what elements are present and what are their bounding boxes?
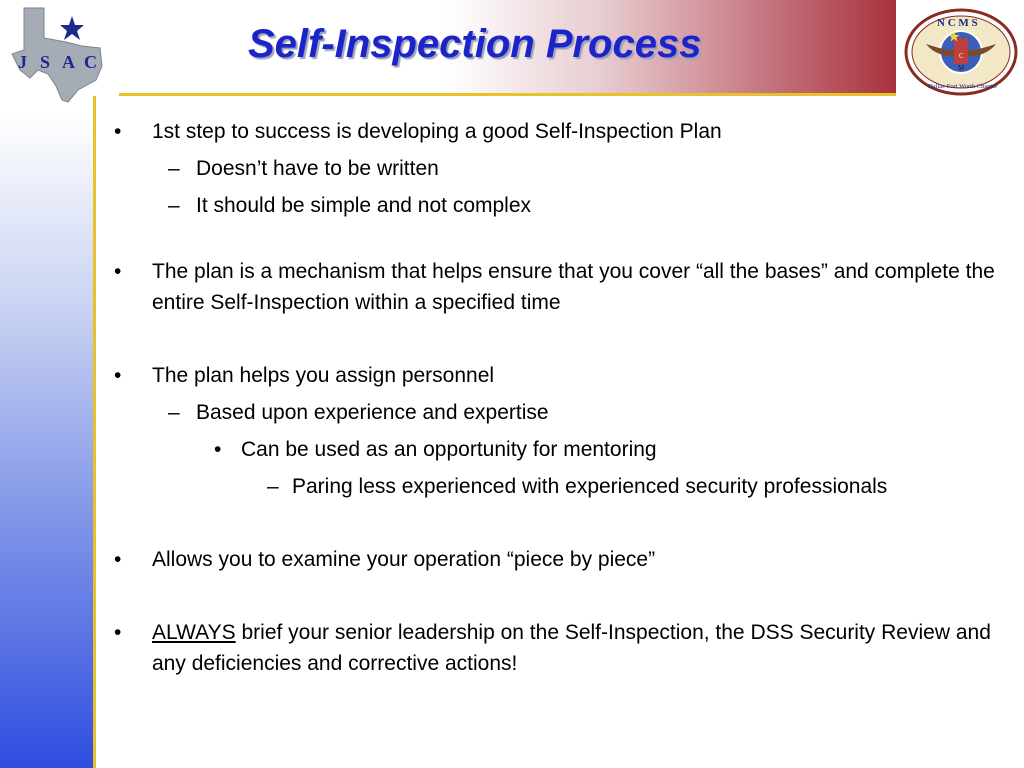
bullet-mark: • bbox=[114, 120, 122, 143]
bullet-text: brief your senior leadership on the Self-Inspection, the DSS Security Review and any deficiencies and corrective actions! bbox=[152, 621, 991, 675]
jsac-logo bbox=[4, 4, 108, 104]
seal-bottom-text: Dallas-Fort Worth Chapter bbox=[928, 83, 998, 90]
bullet-mark: • bbox=[114, 260, 122, 283]
dash-mark: – bbox=[168, 401, 180, 424]
logo-letter-j: J bbox=[18, 52, 27, 72]
sub-bullet-item bbox=[112, 397, 1002, 428]
seal-letter-m: M bbox=[958, 64, 965, 72]
bullet-mark: • bbox=[114, 621, 122, 644]
texas-star-icon bbox=[60, 16, 84, 40]
seal-letter-c: C bbox=[959, 52, 964, 60]
slide-title: Self-Inspection Process bbox=[248, 22, 702, 66]
bullet-text: Can be used as an opportunity for mentoring bbox=[241, 438, 657, 461]
dash-mark: – bbox=[168, 194, 180, 217]
bullet-item bbox=[112, 116, 1002, 147]
left-gradient-bar bbox=[0, 114, 93, 768]
bullet-item bbox=[112, 544, 1002, 575]
logo-letter-s: S bbox=[40, 52, 51, 72]
bullet-text: Paring less experienced with experienced security professionals bbox=[292, 475, 888, 498]
bullet-text: Allows you to examine your operation “piece by piece” bbox=[152, 548, 656, 571]
bullet-text: Based upon experience and expertise bbox=[196, 401, 549, 424]
sub-bullet-item bbox=[112, 153, 1002, 184]
logo-letter-a: A bbox=[62, 52, 75, 72]
logo-letter-c: C bbox=[84, 52, 97, 72]
bullet-item bbox=[112, 256, 1002, 318]
bullet-text: 1st step to success is developing a good Self-Inspection Plan bbox=[152, 120, 722, 143]
emphasis-word: ALWAYS bbox=[152, 621, 236, 644]
bullet-text: Doesn’t have to be written bbox=[196, 157, 439, 180]
left-accent-rule bbox=[93, 96, 96, 768]
bullet-text: It should be simple and not complex bbox=[196, 194, 532, 217]
sub-bullet-item bbox=[112, 190, 1002, 221]
bullet-text: The plan is a mechanism that helps ensure that you cover “all the bases” and complete the entire Self-Inspection within a specified time bbox=[152, 260, 995, 314]
bullet-item bbox=[112, 360, 1002, 391]
dash-mark: – bbox=[267, 475, 279, 498]
bullet-mark: • bbox=[114, 548, 122, 571]
bullet-mark: • bbox=[214, 438, 222, 461]
slide-body bbox=[112, 116, 1002, 679]
sub-sub-bullet-item bbox=[112, 434, 1002, 465]
bullet-text: The plan helps you assign personnel bbox=[152, 364, 495, 387]
bullet-mark: • bbox=[114, 364, 122, 387]
dash-mark: – bbox=[168, 157, 180, 180]
ncms-chapter-seal bbox=[904, 8, 1018, 96]
header-accent-rule bbox=[119, 93, 896, 96]
level-four-item bbox=[112, 471, 1002, 502]
bullet-item bbox=[112, 617, 1002, 679]
seal-top-text: N C M S bbox=[937, 17, 978, 29]
